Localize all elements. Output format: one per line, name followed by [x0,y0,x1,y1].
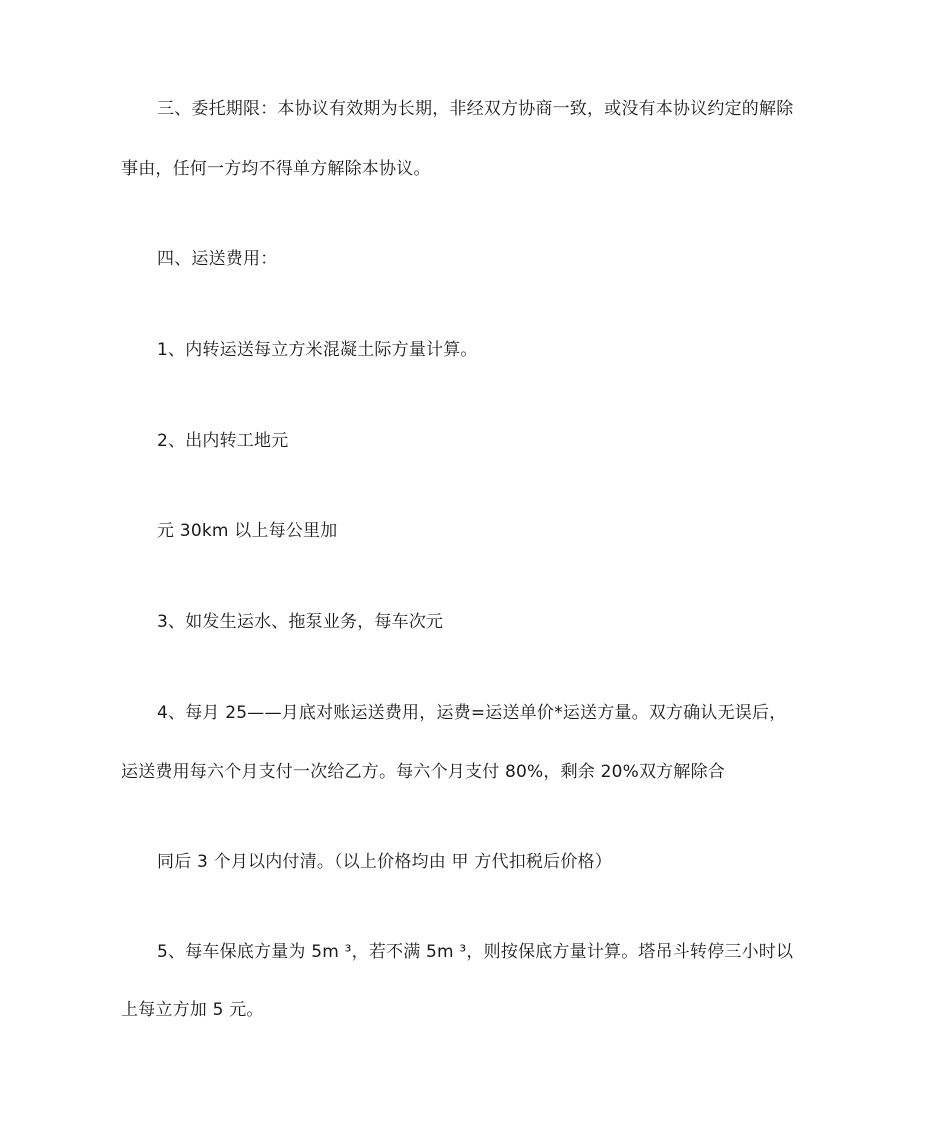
fee-item-4-line-3: 同后 3 个月以内付清。（以上价格均由 甲 方代扣税后价格） [157,852,612,872]
fee-item-4-line-2: 运送费用每六个月支付一次给乙方。每六个月支付 80%，剩余 20%双方解除合 [121,762,725,782]
fee-item-5-line-2: 上每立方加 5 元。 [121,1000,264,1020]
fee-item-2: 2、出内转工地元 [157,431,289,451]
fee-item-2-continued: 元 30km 以上每公里加 [157,521,338,541]
paragraph-term-line-1: 三、委托期限：本协议有效期为长期，非经双方协商一致，或没有本协议约定的解除 [157,99,794,119]
fee-item-4-line-1: 4、每月 25——月底对账运送费用，运费=运送单价*运送方量。双方确认无误后， [157,703,787,723]
fee-item-3: 3、如发生运水、拖泵业务，每车次元 [157,612,444,632]
paragraph-term-line-2: 事由，任何一方均不得单方解除本协议。 [121,159,431,179]
fee-item-1: 1、内转运送每立方米混凝土际方量计算。 [157,340,478,360]
section-heading-fees: 四、运送费用： [157,249,278,269]
fee-item-5-line-1: 5、每车保底方量为 5m ³，若不满 5m ³，则按保底方量计算。塔吊斗转停三小时以 [157,942,794,962]
